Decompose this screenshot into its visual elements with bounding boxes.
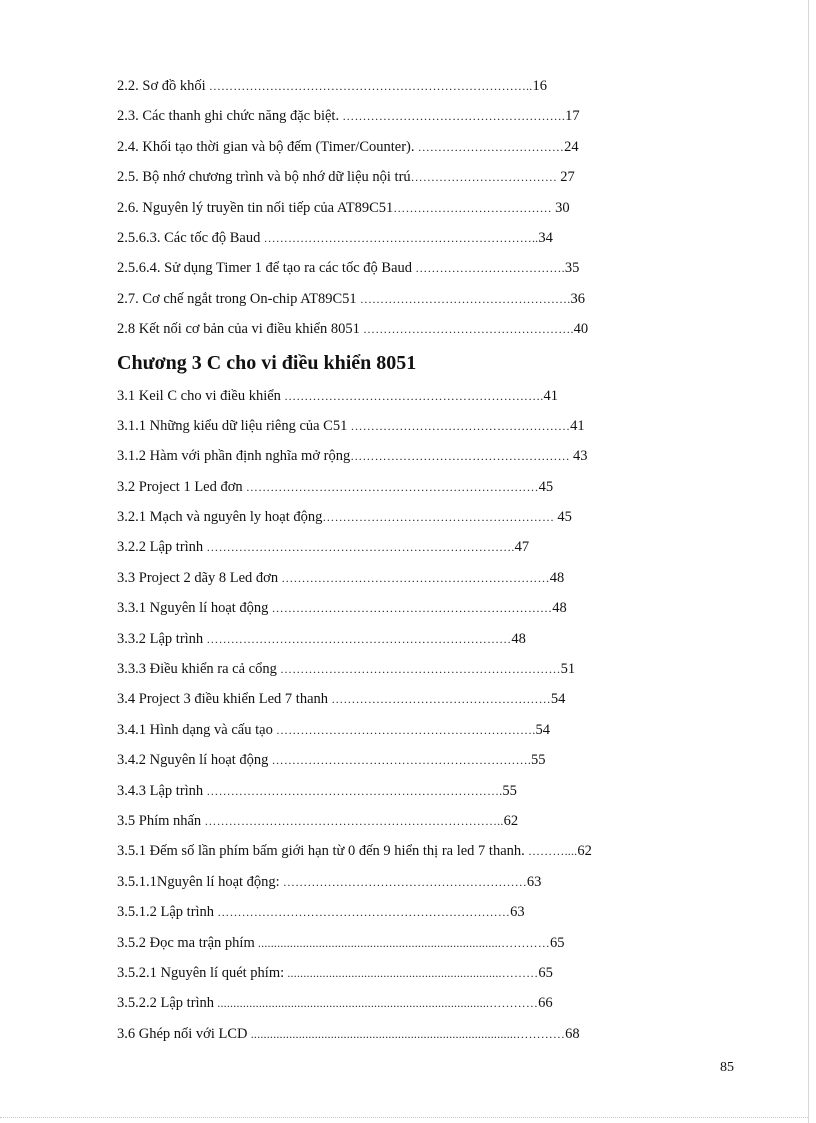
toc-entry-title: 3.4.3 Lập trình bbox=[117, 782, 204, 799]
toc-leader-dots: ...................................................................……… bbox=[284, 965, 539, 980]
toc-entry-title: 3.6 Ghép nối với LCD bbox=[117, 1025, 248, 1042]
toc-leader-dots: ………………………………………………………. bbox=[268, 753, 532, 768]
toc-entry-title: 3.1.2 Hàm với phần định nghĩa mở rộng bbox=[117, 448, 351, 465]
toc-leader-dots: ……………………………………………… bbox=[350, 449, 574, 464]
toc-entry-title: 2.7. Cơ chế ngắt trong On-chip AT89C51 bbox=[117, 290, 357, 307]
toc-entry-page: 27 bbox=[560, 169, 575, 186]
toc-entry-title: 3.4 Project 3 điều khiển Led 7 thanh bbox=[117, 691, 329, 708]
toc-entry-page: 43 bbox=[573, 448, 588, 465]
toc-entry[interactable] bbox=[117, 596, 722, 626]
toc-entry-title: 2.5. Bộ nhớ chương trình và bộ nhớ dữ liệu nội trú bbox=[117, 169, 411, 186]
toc-entry[interactable] bbox=[117, 226, 722, 256]
page-number: 85 bbox=[720, 1060, 734, 1075]
toc-entry-title: 3.5.1.1Nguyên lí hoạt động: bbox=[117, 873, 280, 890]
toc-entry-title: 3.3 Project 2 dãy 8 Led đơn bbox=[117, 569, 279, 586]
toc-entry-page: 54 bbox=[535, 721, 550, 738]
toc-entry[interactable] bbox=[117, 535, 722, 565]
toc-entry[interactable] bbox=[117, 657, 722, 687]
toc-entry[interactable] bbox=[117, 505, 722, 535]
toc-entry[interactable] bbox=[117, 809, 722, 839]
toc-entry-title: 2.2. Sơ đồ khối bbox=[117, 78, 206, 94]
toc-leader-dots: …………………………………………………………………….. bbox=[205, 79, 533, 93]
toc-entry[interactable] bbox=[117, 384, 722, 414]
toc-entry-page: 24 bbox=[564, 138, 579, 155]
toc-entry-title: 3.2.1 Mạch và nguyên ly hoạt động bbox=[117, 509, 323, 526]
toc-entry-page: 41 bbox=[543, 387, 559, 404]
toc-leader-dots: .....................................................................................………… bbox=[214, 996, 539, 1011]
toc-entry-page: 35 bbox=[564, 260, 580, 277]
toc-leader-dots: ………………………………………………… bbox=[322, 510, 558, 525]
toc-leader-dots: ……………………………………………………………….. bbox=[201, 813, 504, 828]
toc-entry[interactable] bbox=[117, 991, 722, 1021]
toc-entry-title: 3.5.1.2 Lập trình bbox=[117, 904, 215, 921]
toc-entry-title: 3.1 Keil C cho vi điều khiển bbox=[117, 387, 281, 404]
toc-entry-title: 3.2.2 Lập trình bbox=[117, 539, 204, 556]
toc-leader-dots: ………………………………………………………. bbox=[280, 388, 544, 403]
toc-leader-dots: ...................................................................................………… bbox=[247, 1026, 566, 1041]
toc-entry-page: 66 bbox=[538, 995, 553, 1012]
toc-entry[interactable] bbox=[117, 196, 722, 226]
toc-entry-page: 62 bbox=[503, 812, 519, 829]
toc-entry-title: 2.3. Các thanh ghi chức năng đặc biệt. bbox=[117, 108, 340, 125]
toc-entry-title: 2.5.6.4. Sử dụng Timer 1 để tạo ra các tốc độ Baud bbox=[117, 260, 412, 277]
toc-entry-page: 40 bbox=[573, 321, 589, 338]
toc-entry-page: 30 bbox=[555, 199, 570, 216]
toc-entry-page: 68 bbox=[565, 1025, 580, 1042]
toc-entry-page: 47 bbox=[514, 539, 530, 556]
toc-leader-dots: ……………………………………………. bbox=[359, 322, 574, 337]
toc-leader-dots: …………………………………………………………… bbox=[268, 601, 553, 616]
toc-entry[interactable] bbox=[117, 748, 722, 778]
toc-leader-dots: ……………………………………………………………… bbox=[214, 905, 511, 920]
toc-leader-dots: ……………………………………………. bbox=[356, 291, 571, 306]
toc-entry-title: 2.4. Khối tạo thời gian và bộ đếm (Timer/Counter). bbox=[117, 138, 415, 155]
toc-leader-dots: …………………………………………………………… bbox=[276, 662, 561, 677]
toc-entry[interactable] bbox=[117, 287, 722, 317]
toc-leader-dots: ………………………………………………………… bbox=[278, 570, 550, 585]
toc-leader-dots: ………………………………. bbox=[412, 261, 565, 276]
toc-entry[interactable] bbox=[117, 444, 722, 474]
toc-entry-page: 55 bbox=[531, 752, 546, 769]
toc-entry-title: 2.8 Kết nối cơ bản của vi điều khiển 8051 bbox=[117, 321, 360, 338]
toc-leader-dots: ……………………………………………… bbox=[347, 418, 571, 433]
chapter-heading: Chương 3 C cho vi điều khiển 8051 bbox=[117, 351, 417, 374]
toc-entry-page: 63 bbox=[510, 904, 525, 921]
toc-leader-dots: …………………………………………………… bbox=[279, 874, 527, 889]
toc-entry-page: 62 bbox=[577, 843, 592, 860]
toc-entry-page: 48 bbox=[552, 600, 567, 617]
toc-entry-title: 3.2 Project 1 Led đơn bbox=[117, 478, 243, 495]
toc-entry-title: 2.6. Nguyên lý truyền tin nối tiếp của AT89C51 bbox=[117, 199, 394, 216]
toc-entry-page: 54 bbox=[550, 691, 566, 708]
toc-leader-dots: ………………………………… bbox=[393, 200, 556, 215]
toc-leader-dots: ………………………………………………………………. bbox=[203, 783, 503, 798]
toc-entry-title: 3.1.1 Những kiểu dữ liệu riêng của C51 bbox=[117, 417, 348, 434]
toc-entry[interactable] bbox=[117, 414, 722, 444]
page-edge-bottom bbox=[0, 1117, 808, 1118]
toc-entry[interactable] bbox=[117, 475, 722, 505]
toc-entry[interactable] bbox=[117, 961, 722, 991]
toc-entry-page: 65 bbox=[538, 964, 553, 981]
toc-entry-title: 3.3.3 Điều khiển ra cả cổng bbox=[117, 661, 277, 678]
toc-entry-page: 17 bbox=[565, 108, 580, 125]
toc-entry[interactable] bbox=[117, 779, 722, 809]
toc-entry[interactable] bbox=[117, 135, 722, 165]
toc-entry[interactable] bbox=[117, 870, 722, 900]
toc-entry[interactable] bbox=[117, 317, 722, 347]
toc-leader-dots: ……………………………………………………………… bbox=[242, 479, 539, 494]
toc-entry-title: 3.5.2.1 Nguyên lí quét phím: bbox=[117, 964, 285, 981]
toc-entry-page: 63 bbox=[526, 873, 542, 890]
toc-leader-dots: …………………………………………………………………. bbox=[203, 540, 515, 555]
toc-entry[interactable] bbox=[117, 627, 722, 657]
toc-leader-dots: ………………………………………………………….. bbox=[260, 230, 539, 245]
toc-entry-title: 3.5.2.2 Lập trình bbox=[117, 995, 215, 1012]
toc-leader-dots: ………………………………………………. bbox=[339, 109, 566, 124]
toc-entry[interactable] bbox=[117, 165, 722, 195]
toc-leader-dots: ……….... bbox=[524, 844, 578, 859]
toc-entry-page: 48 bbox=[549, 569, 565, 586]
toc-entry-title: 3.4.2 Nguyên lí hoạt động bbox=[117, 752, 269, 769]
toc-entry-title: 3.5.2 Đọc ma trận phím bbox=[117, 934, 255, 951]
toc-entry[interactable] bbox=[117, 718, 722, 748]
toc-entry[interactable] bbox=[117, 931, 722, 961]
toc-entry-page: 51 bbox=[560, 661, 576, 678]
toc-entry[interactable] bbox=[117, 566, 722, 596]
toc-entry-page: 48 bbox=[511, 630, 526, 647]
toc-entry[interactable] bbox=[117, 74, 722, 104]
toc-leader-dots: ………………………………………………………. bbox=[272, 722, 536, 737]
toc-entry-title: 3.3.1 Nguyên lí hoạt động bbox=[117, 600, 269, 617]
toc-leader-dots: ………………………………………………………………… bbox=[203, 631, 512, 646]
toc-entry-page: 45 bbox=[557, 509, 572, 526]
toc-entry-page: 16 bbox=[532, 78, 547, 94]
toc-entry[interactable] bbox=[117, 839, 722, 869]
table-of-contents bbox=[117, 74, 722, 1052]
toc-leader-dots: ……………………………… bbox=[414, 139, 565, 154]
toc-entry[interactable] bbox=[117, 900, 722, 930]
toc-entry-title: 3.5.1 Đếm số lần phím bấm giới hạn từ 0 đến 9 hiển thị ra led 7 thanh. bbox=[117, 843, 525, 860]
toc-entry[interactable] bbox=[117, 687, 722, 717]
toc-entry-title: 3.3.2 Lập trình bbox=[117, 630, 204, 647]
toc-entry-title: 2.5.6.3. Các tốc độ Baud bbox=[117, 229, 261, 246]
toc-entry-page: 65 bbox=[549, 934, 565, 951]
toc-leader-dots: ……………………………… bbox=[410, 170, 561, 185]
toc-entry-page: 55 bbox=[502, 782, 517, 799]
toc-leader-dots: ............................................................................………… bbox=[254, 935, 550, 950]
page-edge-right bbox=[808, 0, 809, 1123]
toc-entry[interactable] bbox=[117, 104, 722, 134]
toc-entry-title: 3.5 Phím nhấn bbox=[117, 812, 202, 829]
toc-leader-dots: ……………………………………………… bbox=[328, 692, 551, 707]
toc-entry-page: 34 bbox=[538, 229, 553, 246]
toc-entry[interactable] bbox=[117, 256, 722, 286]
toc-entry-page: 36 bbox=[570, 290, 585, 307]
toc-entry-title: 3.4.1 Hình dạng và cấu tạo bbox=[117, 721, 273, 738]
toc-entry-page: 45 bbox=[538, 478, 554, 495]
toc-entry-page: 41 bbox=[570, 417, 585, 434]
toc-entry[interactable] bbox=[117, 1022, 722, 1052]
